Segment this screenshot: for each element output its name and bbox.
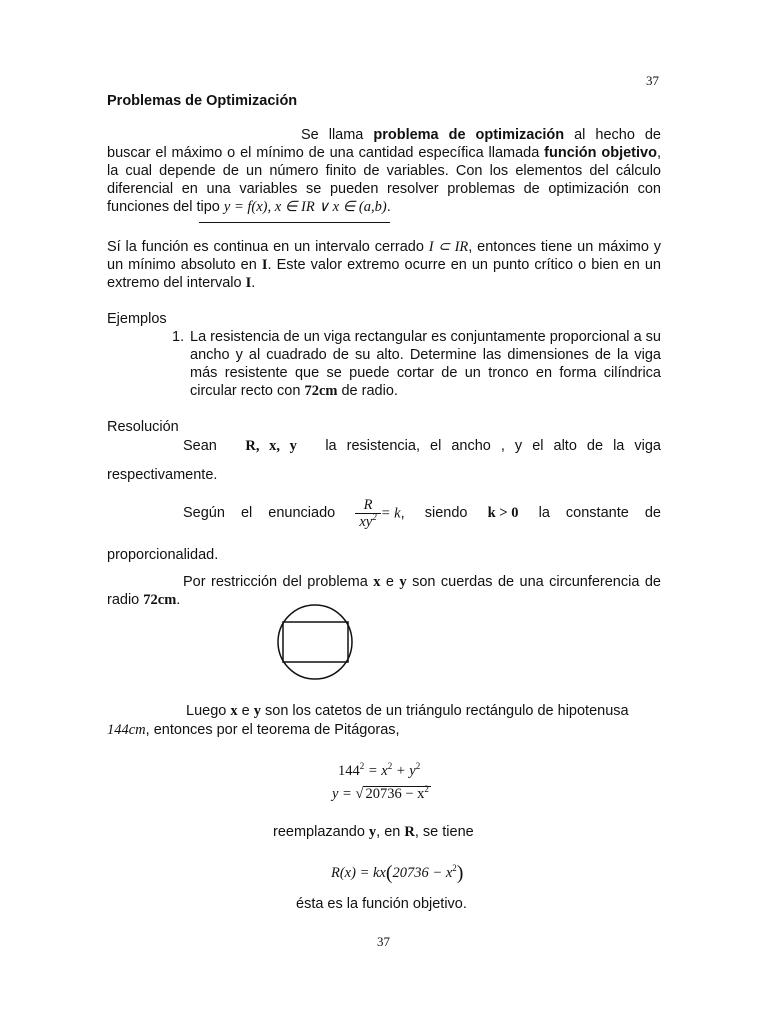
res5-line — [273, 823, 474, 841]
theorem-text-2: , entonces tiene un máximo y un mínimo absoluto en — [107, 239, 661, 273]
res2-comma: , — [400, 504, 405, 521]
page-number-bottom: 37 — [377, 934, 390, 949]
res2-line — [183, 491, 661, 535]
equation-pythagoras: $144^2 = x^2 + y^2$ — [338, 761, 421, 779]
res2-rest: la constante de — [538, 505, 661, 521]
res3-paragraph — [107, 573, 661, 609]
res4-x: x — [230, 703, 238, 719]
example-1-number: 1. — [172, 329, 185, 345]
theorem-paragraph — [107, 238, 661, 292]
eq3-inner: 20736 − x — [392, 865, 453, 881]
intro-formula: y = f(x), x ∈ IR ∨ x ∈ (a,b) — [223, 199, 387, 215]
res4-text-2: son los catetos de un triángulo rectángulo de hipotenusa — [260, 703, 629, 719]
res2-fraction-group — [355, 497, 404, 530]
res3-end: . — [176, 592, 181, 608]
res2-fraction — [355, 497, 380, 530]
res1-line — [183, 437, 661, 455]
res3-e: e — [380, 574, 400, 590]
inscribed-rectangle — [283, 622, 348, 662]
theorem-text-4: . — [251, 275, 256, 291]
res3-y: y — [399, 574, 407, 590]
intro-text-3: , la cual depende de un número finito de variables. Con los elementos del cálculo diferencial en una variables se pueden resolver problemas de optimización con funciones del tipo — [107, 145, 661, 215]
examples-heading: Ejemplos — [107, 311, 167, 327]
res3-x: x — [373, 574, 381, 590]
res4-text-3: , entonces por el teorema de Pitágoras, — [145, 722, 400, 738]
theorem-math-2: I — [261, 257, 268, 273]
res2-frac-den: $xy^2$ — [355, 513, 380, 530]
res2-segun: Según el enunciado — [183, 505, 336, 521]
res2-frac-num: R — [363, 496, 373, 513]
theorem-math-1: I ⊂ IR — [428, 239, 469, 255]
res2-siendo: siendo — [424, 505, 468, 521]
res5-text-2: , en — [376, 824, 405, 840]
res4-text-1: Luego — [186, 703, 231, 719]
theorem-math-3: I — [245, 275, 252, 291]
page-number-top: 37 — [646, 73, 659, 88]
underline-rule — [199, 222, 390, 223]
intro-text-1: Se llama — [301, 127, 374, 143]
eq2-lhs: y = — [332, 786, 356, 802]
eq1-rhs-a: = x — [367, 763, 388, 779]
res5-R: R — [404, 824, 415, 840]
res2-condition: k > 0 — [487, 504, 519, 521]
intro-bold-term-1: problema de optimización — [373, 127, 565, 143]
res4-hypotenuse: 144cm — [107, 722, 146, 738]
res2-frac-rhs: = k — [380, 504, 401, 521]
res1-continuation: respectivamente. — [107, 467, 218, 483]
res1-sean: Sean — [183, 438, 217, 454]
theorem-text-1: Sí la función es continua en un intervalo cerrado — [107, 239, 429, 255]
res3-text-2: son cuerdas de una circunferencia de radio — [107, 574, 661, 608]
res1-vars: R, x, y — [245, 438, 297, 454]
res3-text-1: Por restricción del problema — [183, 574, 374, 590]
res3-radius: 72cm — [143, 592, 177, 608]
example-1-text-2: de radio. — [337, 383, 398, 399]
res5-y: y — [368, 824, 377, 840]
eq1-rhs-b: + y — [392, 763, 416, 779]
res5-text-1: reemplazando — [273, 824, 369, 840]
eq2-radicand: $20736 - x^2$ — [365, 784, 429, 802]
example-1-text — [190, 328, 661, 400]
equation-objective: $R(x) = kx(20736 - x^2)$ — [331, 862, 464, 884]
eq1-lhs: 144 — [338, 763, 360, 779]
res2-continuation: proporcionalidad. — [107, 547, 219, 563]
intro-end: . — [386, 199, 391, 215]
equation-y: y = √ $20736 - x^2$ — [332, 784, 429, 802]
res4-e: e — [237, 703, 254, 719]
res4-y: y — [253, 703, 261, 719]
circle-rectangle-figure — [276, 604, 356, 680]
theorem-text-3: . Este valor extremo ocurre en un punto crítico o bien en un extremo del intervalo — [107, 257, 661, 291]
conclusion-text: ésta es la función objetivo. — [296, 896, 467, 912]
intro-bold-term-2: función objetivo — [544, 145, 657, 161]
eq3-lhs: R(x) = kx — [331, 865, 386, 881]
res1-rest: la resistencia, el ancho , y el alto de la viga — [325, 438, 661, 454]
res5-text-3: , se tiene — [414, 824, 474, 840]
resolution-heading: Resolución — [107, 419, 179, 435]
intro-text-2: al hecho de buscar el máximo o el mínimo de una cantidad específica llamada — [107, 127, 661, 161]
res4-line-1 — [186, 702, 629, 720]
example-1-text-1: La resistencia de un viga rectangular es conjuntamente proporcional a su ancho y al cuadrado de su alto. Determine las dimensiones de la viga más resistente que se puede cortar de un tronco en forma cilíndrica circular recto con — [190, 329, 661, 399]
circle-shape — [278, 605, 352, 679]
intro-paragraph — [107, 126, 661, 216]
example-1-radius: 72cm — [304, 383, 338, 399]
page-title: Problemas de Optimización — [107, 93, 298, 109]
res4-line-2 — [107, 721, 400, 739]
